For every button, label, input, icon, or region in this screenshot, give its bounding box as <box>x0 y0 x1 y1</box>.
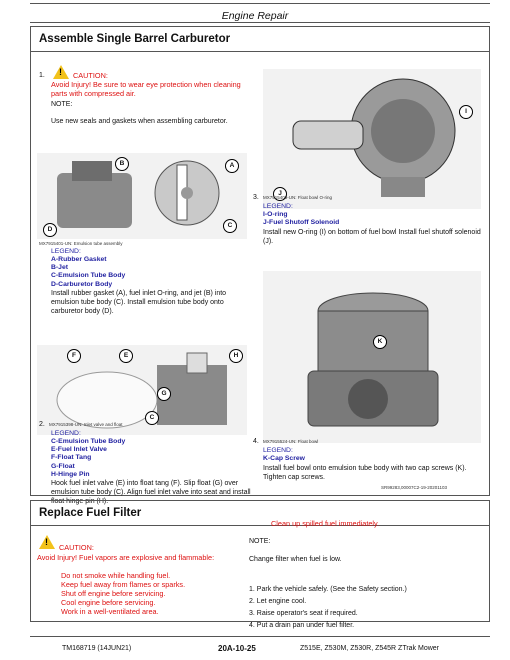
note-label: NOTE: <box>249 538 271 545</box>
step-number: 2. <box>249 598 255 605</box>
legend-item: C-Emulsion Tube Body <box>51 438 126 445</box>
callout-c: C <box>145 411 159 425</box>
warning-item: Work in a well-ventilated area. <box>61 607 159 616</box>
step-instruction: Install fuel bowl onto emulsion tube body with two cap screws (K). Tighten cap screws. <box>263 465 467 481</box>
warning-item: Keep fuel away from flames or sparks. <box>61 580 186 589</box>
legend-item: H-Hinge Pin <box>51 470 90 478</box>
divider <box>31 525 489 526</box>
legend-item: I-O-ring <box>263 211 288 218</box>
step-instruction: Install new O-ring (I) on bottom of fuel bowl Install fuel shutoff solenoid (J). <box>263 229 481 245</box>
step-text: Park the vehicle safely. (See the Safety section.) <box>256 586 407 593</box>
callout-e: E <box>119 349 133 363</box>
header-top-rule <box>30 3 490 4</box>
procedure-steps <box>249 585 484 630</box>
step-text: Put a drain pan under fuel filter. <box>256 622 355 629</box>
step-number: 1. <box>249 586 255 593</box>
section-replace-fuel-filter <box>30 500 490 629</box>
note-label: NOTE: <box>51 101 73 108</box>
footer-page-number: 20A-10-25 <box>218 644 256 653</box>
figure-code: MX7915401-UN: Emulsion tube assembly <box>39 241 123 246</box>
legend-item: B-Jet <box>51 264 68 272</box>
procedure-step <box>249 621 484 630</box>
procedure-step <box>249 609 484 618</box>
warning-item: Do not smoke while handling fuel. <box>61 571 171 580</box>
legend-list <box>263 211 339 227</box>
legend-item: D-Carburetor Body <box>51 280 113 288</box>
legend-item: F-Float Tang <box>51 454 92 462</box>
carburetor-illustration <box>37 153 247 239</box>
figure-emulsion-tube <box>37 153 247 239</box>
caution-label: CAUTION: <box>59 543 94 552</box>
footer-rule <box>30 636 490 637</box>
section-assemble-carburetor <box>30 26 490 505</box>
document-reference: SR99283,00007C2-19-20201103 <box>381 485 447 490</box>
step-text: Raise operator's seat if required. <box>256 610 358 617</box>
step-number: 3. <box>253 194 259 201</box>
figure-float-bowl <box>263 271 481 443</box>
legend-title: LEGEND: <box>263 203 293 210</box>
section-title: Assemble Single Barrel Carburetor <box>39 33 231 45</box>
divider <box>31 51 489 52</box>
procedure-step <box>249 585 484 594</box>
callout-j: J <box>273 187 287 201</box>
warning-item: Cool engine before servicing. <box>61 598 156 607</box>
legend-item: C-Emulsion Tube Body <box>51 272 126 280</box>
note-text: Change filter when fuel is low. <box>249 556 342 563</box>
callout-b: B <box>115 157 129 171</box>
step-number: 4. <box>249 622 255 629</box>
warning-list <box>61 571 185 616</box>
step-number: 3. <box>249 610 255 617</box>
legend-item: A-Rubber Gasket <box>51 256 107 263</box>
step-number: 4. <box>253 438 259 445</box>
callout-i: I <box>459 105 473 119</box>
legend-title: LEGEND: <box>263 447 293 454</box>
cleanup-warning: Clean up spilled fuel immediately. <box>271 519 380 528</box>
figure-float-bowl-oring <box>263 69 481 209</box>
callout-d: D <box>43 223 57 237</box>
callout-h: H <box>229 349 243 363</box>
footer-model: Z515E, Z530M, Z530R, Z545R ZTrak Mower <box>300 645 440 652</box>
step-instruction: Hook fuel inlet valve (E) into float tang (F). Slip float (G) over emulsion tube body (C). Align fuel inlet valve into seat and install float hinge pin (H). <box>51 480 251 505</box>
step-text: Let engine cool. <box>256 598 307 605</box>
figure-code: MX7915398-UN: Inlet valve and float <box>49 422 123 427</box>
section-title: Replace Fuel Filter <box>39 507 142 519</box>
callout-a: A <box>225 159 239 173</box>
note-text: Use new seals and gaskets when assembling carburetor. <box>51 118 228 125</box>
legend-item: E-Fuel Inlet Valve <box>51 446 107 454</box>
caution-text: Avoid Injury! Be sure to wear eye protection when cleaning parts with compressed air. <box>51 80 241 98</box>
warning-item: Shut off engine before servicing. <box>61 589 166 598</box>
header-bottom-rule <box>30 22 490 23</box>
carburetor-assembly-illustration <box>263 271 481 443</box>
legend-title: LEGEND: <box>51 248 81 255</box>
figure-code: MX7915524-UN: Float bowl <box>263 439 319 444</box>
legend-list <box>51 256 125 289</box>
callout-c: C <box>223 219 237 233</box>
legend-title: LEGEND: <box>51 430 81 437</box>
figure-code: MX7915409-UN: Float bowl O-ring <box>263 195 333 200</box>
footer-doc-id: TM168719 (14JUN21) <box>62 645 132 652</box>
step-instruction: Install rubber gasket (A), fuel inlet O-ring, and jet (B) into emulsion tube body (C). Install emulsion tube body onto carburetor body (D). <box>51 290 227 315</box>
float-bowl-illustration <box>263 69 481 209</box>
caution-label: CAUTION: <box>73 71 108 80</box>
step-number: 1. <box>39 72 45 79</box>
legend-item: K-Cap Screw <box>263 455 305 462</box>
caution-icon: ! <box>53 65 69 79</box>
caution-text: Avoid Injury! Fuel vapors are explosive and flammable: <box>37 553 215 562</box>
page-header-title: Engine Repair <box>221 10 289 22</box>
step-number: 2. <box>39 421 45 428</box>
legend-item: G-Float <box>51 462 75 470</box>
caution-icon: ! <box>39 535 55 549</box>
legend-item: J-Fuel Shutoff Solenoid <box>263 219 340 227</box>
callout-f: F <box>67 349 81 363</box>
legend-list <box>51 438 125 479</box>
procedure-step <box>249 597 484 606</box>
callout-g: G <box>157 387 171 401</box>
callout-k: K <box>373 335 387 349</box>
